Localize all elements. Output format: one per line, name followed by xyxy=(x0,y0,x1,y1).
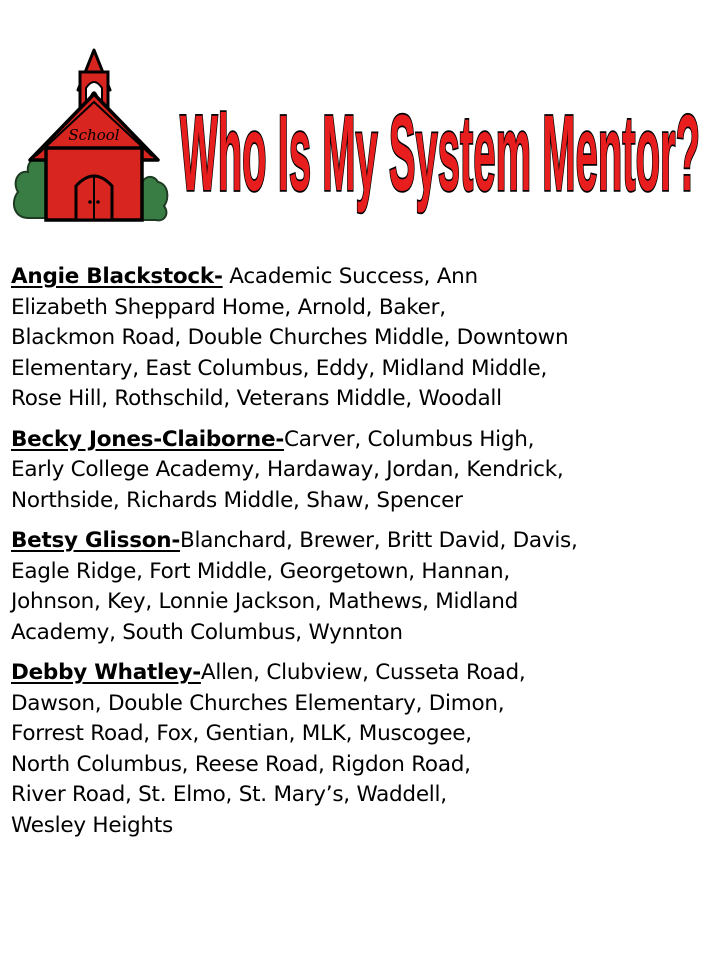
clipart-label: School xyxy=(68,126,120,144)
school-list: Carver, Columbus High, Early College Academy, Hardaway, Jordan, Kendrick, Northside, Richards Middle, Shaw, Spencer xyxy=(11,426,564,513)
mentor-entry xyxy=(11,526,711,648)
mentor-entry xyxy=(11,658,711,841)
schoolhouse-icon xyxy=(10,42,170,224)
mentor-entry xyxy=(11,262,711,415)
school-list: Blanchard, Brewer, Britt David, Davis, Eagle Ridge, Fort Middle, Georgetown, Hannan, Johnson, Key, Lonnie Jackson, Mathews, Midland Academy, South Columbus, Wynnton xyxy=(11,528,578,645)
mentor-name: Becky Jones-Claiborne- xyxy=(11,426,284,452)
mentor-name: Debby Whatley- xyxy=(11,660,201,685)
school-list: Academic Success, Ann Elizabeth Sheppard Home, Arnold, Baker, Blackmon Road, Double Churches Middle, Downtown Elementary, East Columbus, Eddy, Midland Middle, Rose Hill, Rothschild, Veterans Middle, Woodall xyxy=(11,264,569,411)
page-title-text: Who Is My System Mentor? xyxy=(180,92,700,213)
page-title xyxy=(165,88,715,218)
mentor-name: Betsy Glisson- xyxy=(11,528,181,553)
mentor-name: Angie Blackstock- xyxy=(11,264,223,289)
school-list: Allen, Clubview, Cusseta Road, Dawson, Double Churches Elementary, Dimon, Forrest Road, Fox, Gentian, MLK, Muscogee, North Columbus, Reese Road, Rigdon Road, River Road, St. Elmo, St. Mary’s, Waddell, Wesley Heights xyxy=(11,660,526,838)
mentor-list xyxy=(11,262,711,851)
mentor-entry xyxy=(11,425,711,517)
